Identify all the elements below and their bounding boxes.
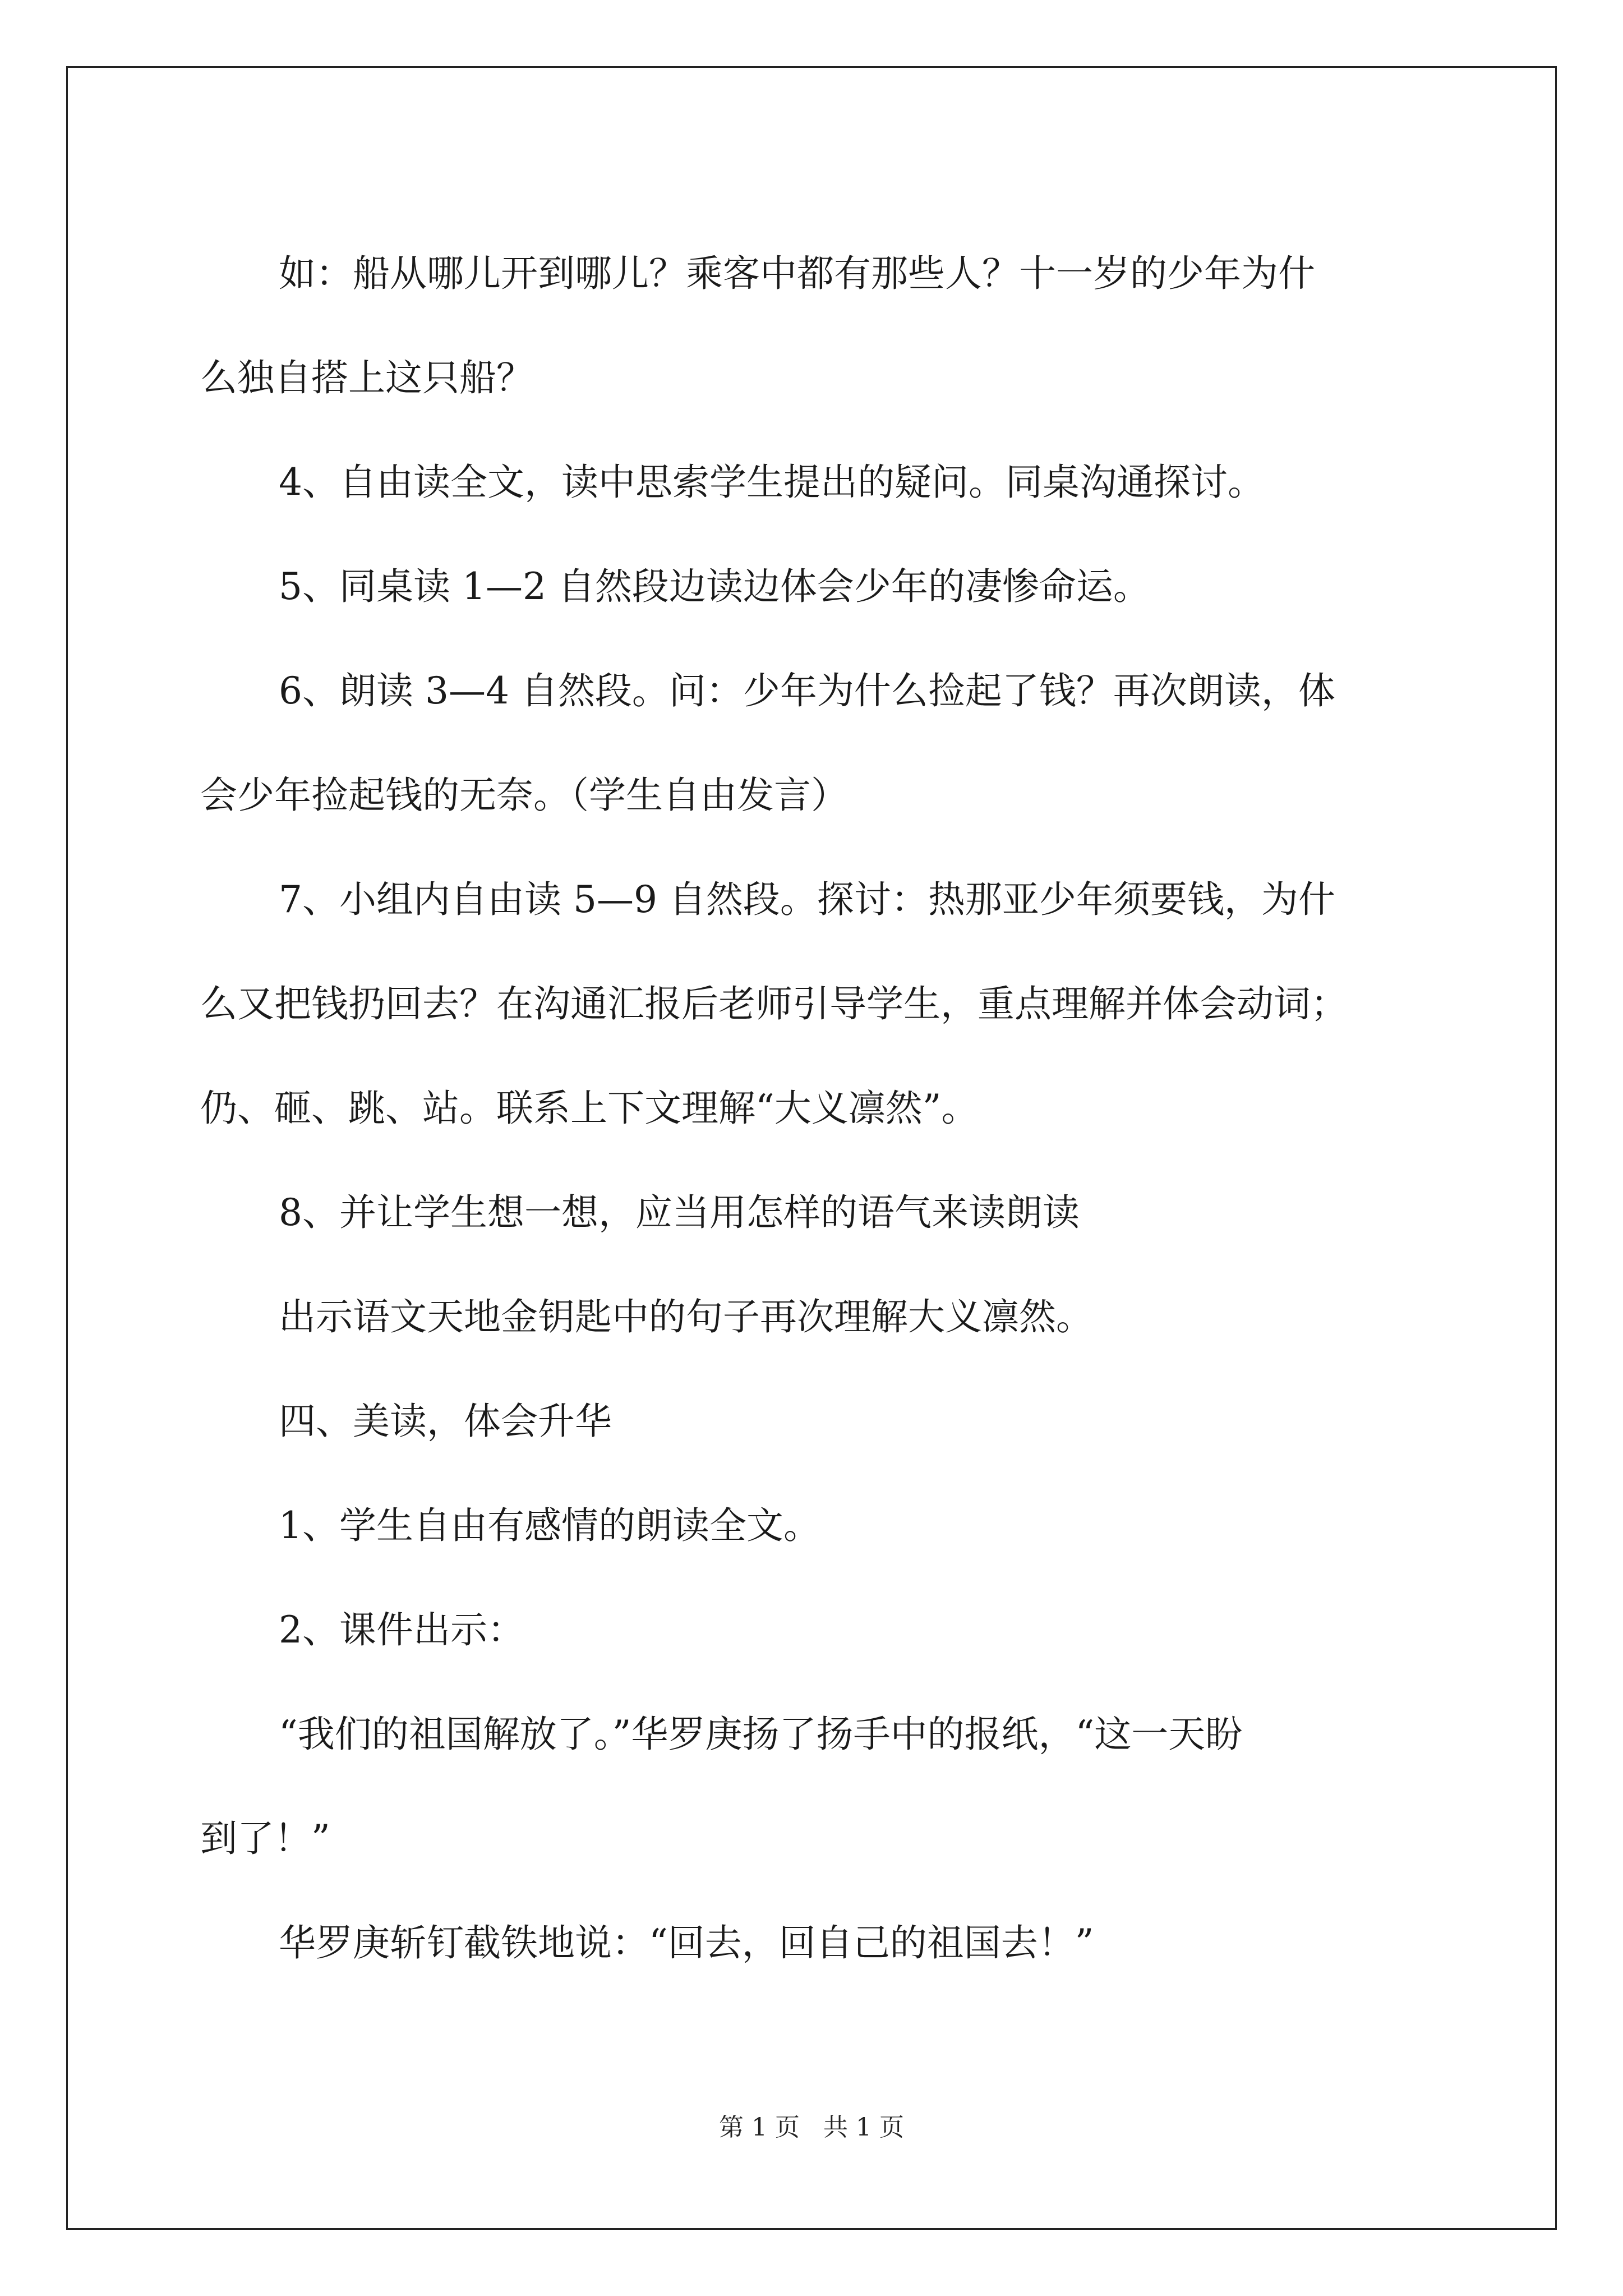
- paragraph-question-intro-cont: 么独自搭上这只船？: [200, 356, 533, 399]
- paragraph-item-1: 1、学生自由有感情的朗读全文。: [279, 1504, 820, 1547]
- section-heading-four: 四、美读，体会升华: [279, 1400, 612, 1443]
- paragraph-golden-key: 出示语文天地金钥匙中的句子再次理解大义凛然。: [279, 1295, 1093, 1338]
- paragraph-question-intro: 如：船从哪儿开到哪儿？乘客中都有那些人？十一岁的少年为什: [279, 252, 1315, 295]
- paragraph-step-7: 7、小组内自由读 5—9 自然段。探讨：热那亚少年须要钱，为什: [279, 878, 1335, 921]
- page-footer: [0, 2111, 1623, 2145]
- paragraph-step-7-cont-1: 么又把钱扔回去？在沟通汇报后老师引导学生，重点理解并体会动词；: [200, 982, 1348, 1025]
- paragraph-step-4: 4、自由读全文，读中思索学生提出的疑问。同桌沟通探讨。: [279, 461, 1265, 504]
- page-number-current: 第 1 页: [719, 2113, 800, 2142]
- page-number-total: 共 1 页: [823, 2113, 904, 2142]
- paragraph-step-5: 5、同桌读 1—2 自然段边读边体会少年的凄惨命运。: [279, 565, 1150, 608]
- paragraph-step-7-cont-2: 仍、砸、跳、站。联系上下文理解“大义凛然”。: [200, 1087, 979, 1130]
- paragraph-quote-1: “我们的祖国解放了。”华罗庚扬了扬手中的报纸，“这一天盼: [279, 1713, 1243, 1756]
- paragraph-item-2: 2、课件出示：: [279, 1608, 524, 1651]
- paragraph-step-6: 6、朗读 3—4 自然段。问：少年为什么捡起了钱？再次朗读，体: [279, 669, 1335, 712]
- paragraph-step-6-cont: 会少年捡起钱的无奈。（学生自由发言）: [200, 774, 848, 817]
- paragraph-quote-1-cont: 到了！”: [200, 1817, 330, 1860]
- paragraph-step-8: 8、并让学生想一想，应当用怎样的语气来读朗读: [279, 1191, 1080, 1234]
- paragraph-quote-2: 华罗庚斩钉截铁地说：“回去，回自己的祖国去！”: [279, 1921, 1094, 1964]
- document-body: [200, 222, 1473, 1995]
